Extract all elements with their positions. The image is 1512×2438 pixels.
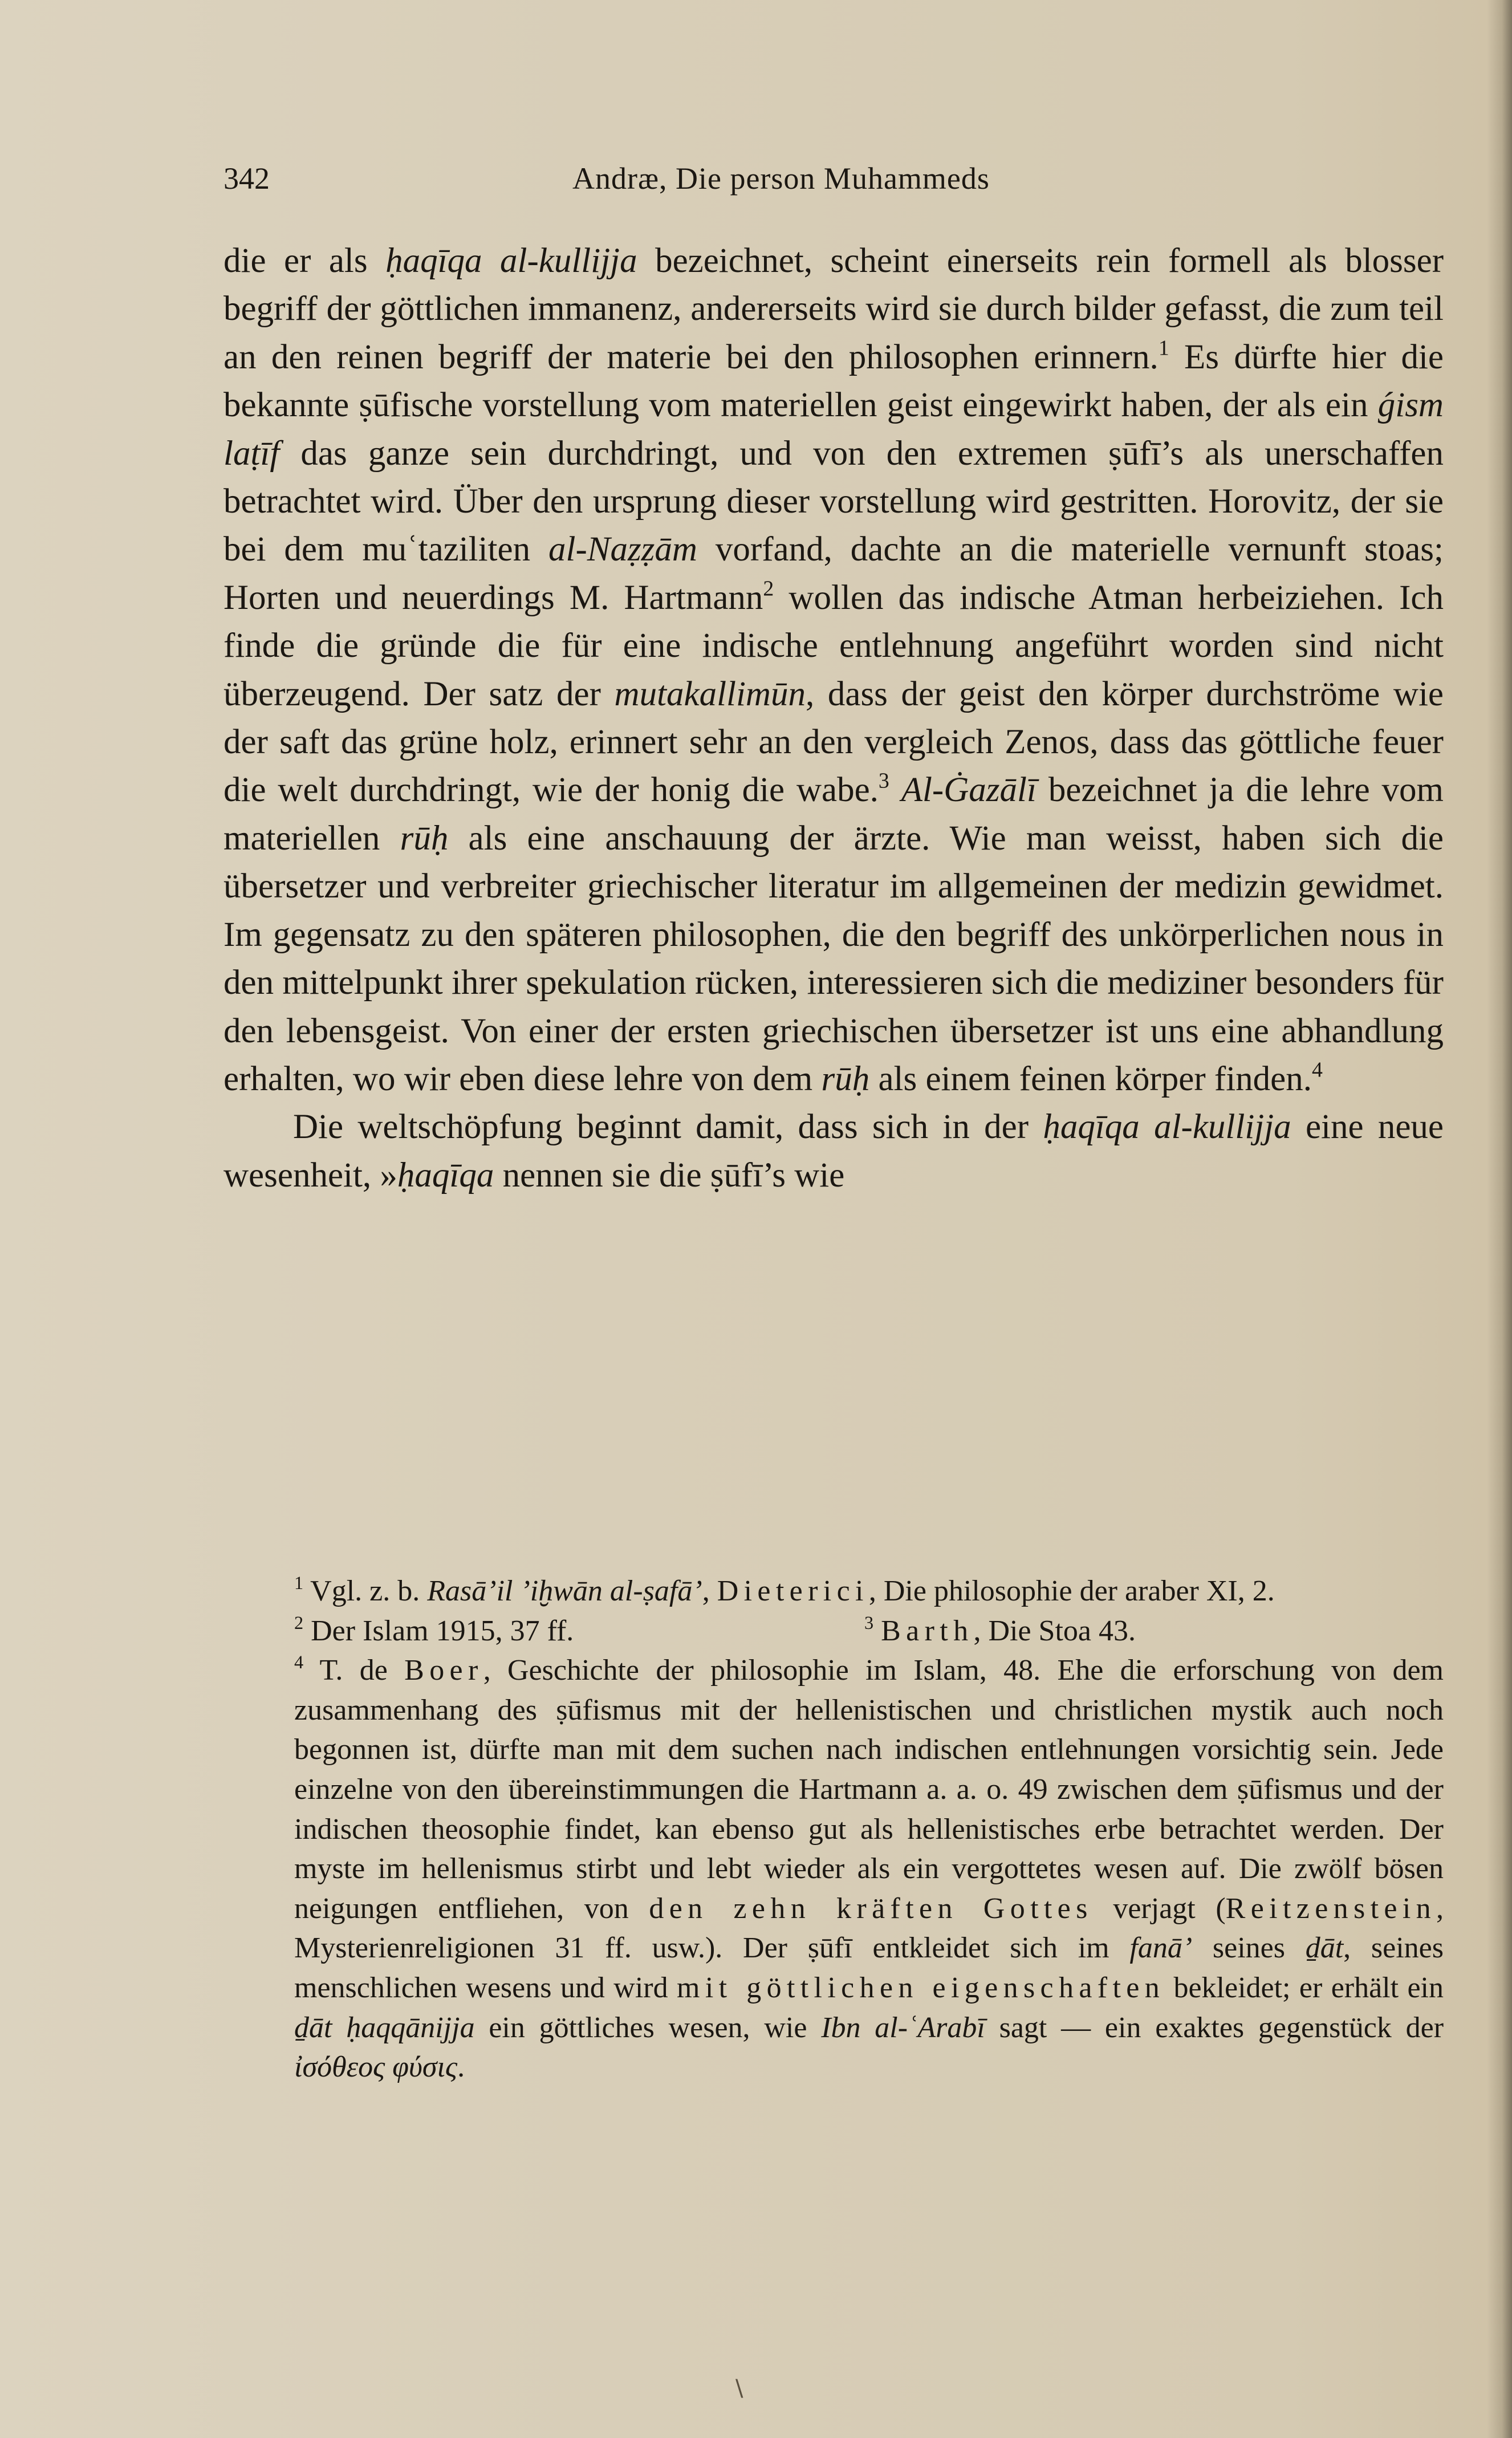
page-edge-shadow: [1487, 0, 1512, 2438]
italic-run: ḏāt: [1305, 1932, 1344, 1965]
spaced-run: mit göttlichen eigenschaften: [677, 1971, 1165, 2004]
footnote-ref: 3: [878, 769, 889, 794]
italic-run: Ibn al-ʿArabī: [821, 2011, 985, 2044]
text-run: ein göttliches wesen, wie: [474, 2011, 822, 2044]
footnote-ref: 2: [763, 576, 774, 601]
margin-mark: \: [735, 2375, 743, 2402]
footnote-1: [212, 1571, 1444, 1611]
text-run: , Die philosophie der araber XI, 2.: [868, 1575, 1275, 1607]
italic-run: Rasā’il ’iḫwān al-ṣafā’: [427, 1575, 702, 1607]
text-run: als eine anschauung der ärzte. Wie man weisst, haben sich die übersetzer und verbreiter griechischer literatur im allgemeinen der medizin gewidmet. Im gegensatz zu den späteren philosophen, die den begriff des unkörperlichen nous in den mittelpunkt ihrer spekulation rücken, interessieren sich die mediziner besonders für den lebensgeist. Von einer der ersten griechischen übersetzer ist uns eine abhandlung erhalten, wo wir eben diese lehre von dem: [223, 819, 1444, 1098]
spaced-run: Boer: [404, 1654, 483, 1687]
text-run: T. de: [303, 1654, 405, 1687]
spaced-run: den zehn kräften Gottes: [649, 1892, 1093, 1925]
main-text: [223, 237, 1444, 1200]
footnotes: [212, 1571, 1444, 2087]
text-run: als einem feinen körper finden.: [869, 1059, 1312, 1098]
text-run: Die weltschöpfung beginnt damit, dass sich in der: [293, 1108, 1043, 1147]
text-run: , Die Stoa 43.: [973, 1614, 1136, 1647]
italic-run: ḥaqīqa al-kullijja: [385, 242, 637, 280]
text-run: , seines menschlichen wesens und wird: [294, 1932, 1444, 2004]
text-run: bezeichnet, scheint einerseits rein formell als blosser begriff der göttlichen immanenz, andererseits wird sie durch bilder gefasst, die zum teil an den reinen begriff der materie bei den philosophen erinnern.: [223, 242, 1444, 376]
italic-run: ḥaqīqa al-kullijja: [1043, 1108, 1291, 1147]
spaced-run: Dieterici: [717, 1575, 869, 1607]
footnote-row-2-3: [212, 1611, 1444, 1651]
text-run: bezeichnet ja die lehre vom materiellen: [223, 771, 1444, 858]
text-run: Es dürfte hier die bekannte ṣūfische vorstellung vom materiellen geist eingewirkt haben, der als ein: [223, 338, 1444, 425]
text-run: [889, 771, 901, 809]
text-run: nennen sie die ṣūfī’s wie: [494, 1156, 845, 1194]
footnote-ref: 3: [864, 1612, 874, 1633]
italic-run: fanā’: [1129, 1932, 1193, 1965]
footnote-ref: 1: [1158, 336, 1169, 360]
text-run: .: [457, 2051, 465, 2084]
footnote-2: [212, 1611, 864, 1651]
italic-run: ǵism laṭīf: [223, 386, 1444, 473]
paragraph-2: [223, 1103, 1444, 1200]
text-run: , dass der geist den körper durchströme wie der saft das grüne holz, erinnert sehr an den vergleich Zenos, dass das göttliche feuer die welt durchdringt, wie der honig die wabe.: [223, 674, 1444, 810]
running-header: [223, 161, 1290, 201]
footnote-4: [212, 1651, 1444, 2087]
running-title: Andræ, Die person Muhammeds: [572, 161, 990, 196]
text-run: wollen das indische Atman herbeiziehen. Ich finde die gründe die für eine indische entlehnung angeführt worden sind nicht überzeugend. Der satz der: [223, 578, 1444, 713]
text-run: eine neue wesenheit, »: [223, 1108, 1444, 1194]
text-run: vorfand, dachte an die materielle vernunft stoas; Horten und neuerdings M. Hartmann: [223, 530, 1444, 617]
footnote-ref: 1: [294, 1572, 304, 1594]
text-run: ,: [702, 1575, 717, 1607]
footnote-ref: 4: [294, 1652, 304, 1673]
italic-run: Al-Ġazālī: [901, 771, 1037, 810]
text-run: [873, 1615, 881, 1647]
text-run: , Geschichte der philosophie im Islam, 48. Ehe die erforschung von dem zusammenhang des ṣūfismus mit der hellenistischen und christlichen mystik auch noch begonnen ist, dürfte man mit dem suchen nach indischen entlehnungen vorsichtig sein. Jede einzelne von den übereinstimmungen die Hartmann a. a. o. 49 zwischen dem ṣūfismus und der indischen theosophie findet, kan ebenso gut als hellenistisches erbe betrachtet werden. Der myste im hellenismus stirbt und lebt wieder als ein vergottetes wesen auf. Die zwölf bösen neigungen entfliehen, von: [294, 1654, 1444, 1925]
footnote-ref: 2: [294, 1612, 304, 1633]
spaced-run: Reitzenstein: [1225, 1892, 1437, 1925]
spaced-run: Barth: [881, 1614, 974, 1647]
text-run: seines: [1192, 1932, 1306, 1965]
text-run: Vgl. z. b.: [303, 1575, 428, 1607]
footnote-3: [864, 1611, 1136, 1651]
italic-run: rūḥ: [821, 1059, 870, 1098]
page-number: 342: [223, 161, 270, 196]
text-run: Der Islam 1915, 37 ff.: [303, 1614, 574, 1647]
italic-run: mutakallimūn: [614, 674, 806, 713]
italic-run: al-Naẓẓām: [548, 530, 697, 569]
italic-run: ḥaqīqa: [397, 1156, 494, 1194]
text-run: die er als: [223, 242, 386, 280]
text-run: bekleidet; er erhält ein: [1165, 1971, 1444, 2004]
italic-run: ἰσόθεος φύσις: [294, 2051, 458, 2084]
text-run: sagt — ein exaktes gegenstück der: [985, 2011, 1444, 2044]
footnote-ref: 4: [1311, 1058, 1323, 1082]
text-run: , Mysterienreligionen 31 ff. usw.). Der ṣūfī entkleidet sich im: [294, 1892, 1444, 1965]
italic-run: ḏāt ḥaqqānijja: [294, 2011, 475, 2044]
text-run: verjagt (: [1092, 1892, 1226, 1925]
paragraph-1: [223, 237, 1444, 1103]
text-run: das ganze sein durchdringt, und von den extremen ṣūfī’s als unerschaffen betrachtet wird. Über den ursprung dieser vorstellung wird gestritten. Horovitz, der sie bei dem muʿtaziliten: [223, 434, 1444, 569]
italic-run: rūḥ: [400, 819, 449, 858]
